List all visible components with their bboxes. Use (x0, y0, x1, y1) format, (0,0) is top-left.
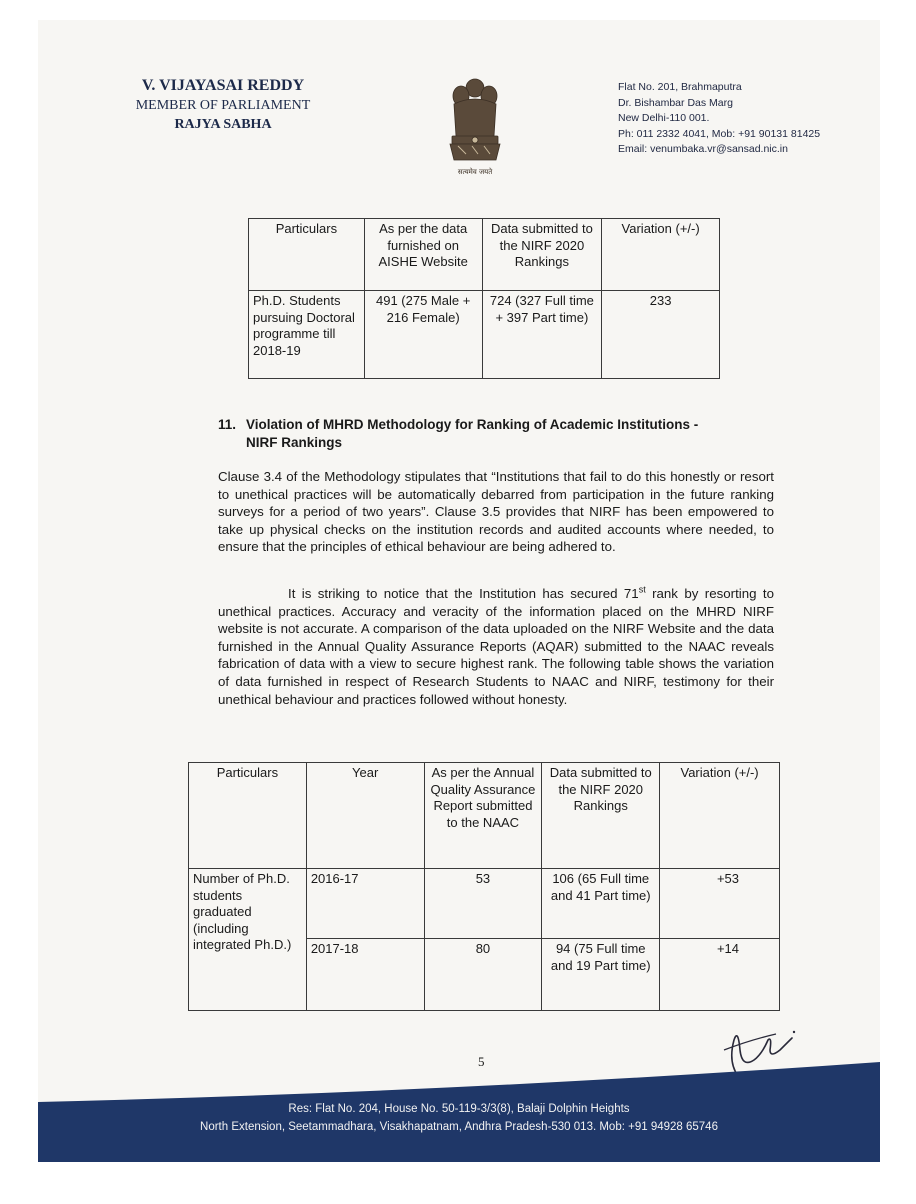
table-cell: 233 (602, 291, 720, 379)
table-cell: 53 (424, 869, 542, 939)
national-emblem-icon (446, 74, 504, 178)
footer-line: North Extension, Seetammadhara, Visakhapatnam, Andhra Pradesh-530 013. Mob: +91 94928 65746 (200, 1121, 718, 1133)
table-cell: 724 (327 Full time + 397 Part time) (482, 291, 602, 379)
table-cell: Ph.D. Students pursuing Doctoral programme till 2018-19 (249, 291, 365, 379)
paragraph-ranking (218, 585, 774, 708)
header-cell: Variation (+/-) (660, 763, 780, 869)
table-row (189, 869, 780, 939)
paragraph-text: rank by resorting to unethical practices. Accuracy and veracity of the information placed on the MHRD NIRF website is not accurate. A comparison of the data uploaded on the NIRF Website and the data furnished in the Annual Quality Assurance Reports (AQAR) submitted to the NAAC reveals fabrication of data with a view to secure highest rank. The following table shows the variation of data furnished in respect of Research Students to NAAC and NIRF, testimony for their unethical behaviour and practices followed without honesty. (218, 586, 774, 707)
table-cell: 80 (424, 939, 542, 1011)
section-number: 11. (218, 417, 237, 432)
email-line: Email: venumbaka.vr@sansad.nic.in (618, 143, 788, 155)
address-line: Dr. Bishambar Das Marg (618, 96, 733, 109)
sender-name: V. VIJAYASAI REDDY (141, 77, 305, 94)
table-row (249, 291, 720, 379)
ordinal-suffix: st (638, 584, 646, 595)
table-cell: Number of Ph.D. students graduated (including integrated Ph.D.) (189, 869, 307, 1011)
header-cell: Data submitted to the NIRF 2020 Rankings (542, 763, 660, 869)
address-line: New Delhi-110 001. (618, 112, 710, 124)
letterhead-sender (118, 76, 328, 134)
letterhead-address (618, 80, 820, 158)
table-cell: 2016-17 (306, 869, 424, 939)
header-cell: Particulars (189, 763, 307, 869)
paragraph-text: It is striking to notice that the Institution has secured 71 (288, 586, 639, 601)
table-header-row (249, 219, 720, 291)
table-cell: 491 (275 Male + 216 Female) (364, 291, 482, 379)
table-cell: 94 (75 Full time and 19 Part time) (542, 939, 660, 1011)
section-heading (218, 416, 778, 452)
table-cell: +53 (660, 869, 780, 939)
address-line: Flat No. 201, Brahmaputra (618, 81, 742, 93)
footer-address (38, 1100, 880, 1136)
page-number: 5 (478, 1054, 485, 1069)
header-cell: Particulars (249, 219, 365, 291)
phone-line: Ph: 011 2332 4041, Mob: +91 90131 81425 (618, 127, 821, 140)
header-cell: As per the Annual Quality Assurance Report submitted to the NAAC (424, 763, 542, 869)
sender-house: RAJYA SABHA (174, 117, 272, 132)
table-cell: 106 (65 Full time and 41 Part time) (542, 869, 660, 939)
letter-page (38, 20, 880, 1162)
header-cell: Data submitted to the NIRF 2020 Rankings (482, 219, 602, 291)
section-title-line2: NIRF Rankings (246, 435, 343, 450)
naac-comparison-table (188, 762, 780, 1011)
footer-line: Res: Flat No. 204, House No. 50-119-3/3(8), Balaji Dolphin Heights (288, 1103, 630, 1115)
table-cell: +14 (660, 939, 780, 1011)
emblem-motto: सत्यमेव जयते (457, 168, 493, 176)
header-cell: As per the data furnished on AISHE Website (364, 219, 482, 291)
table-header-row (189, 763, 780, 869)
paragraph-clause: Clause 3.4 of the Methodology stipulates that “Institutions that fail to do this honestly or resort to unethical practices will be automatically debarred from participation in the future ranking surveys for a period of two years”. Clause 3.5 provides that NIRF has been empowered to take up physical checks on the institution records and audited accounts where needed, to ensure that the principles of ethical behaviour are being adhered to. (218, 469, 774, 555)
section-title-line1: Violation of MHRD Methodology for Ranking of Academic Institutions - (246, 417, 699, 432)
header-cell: Year (306, 763, 424, 869)
sender-role: MEMBER OF PARLIAMENT (135, 98, 311, 113)
aishe-comparison-table (248, 218, 720, 379)
header-cell: Variation (+/-) (602, 219, 720, 291)
table-cell: 2017-18 (306, 939, 424, 1011)
